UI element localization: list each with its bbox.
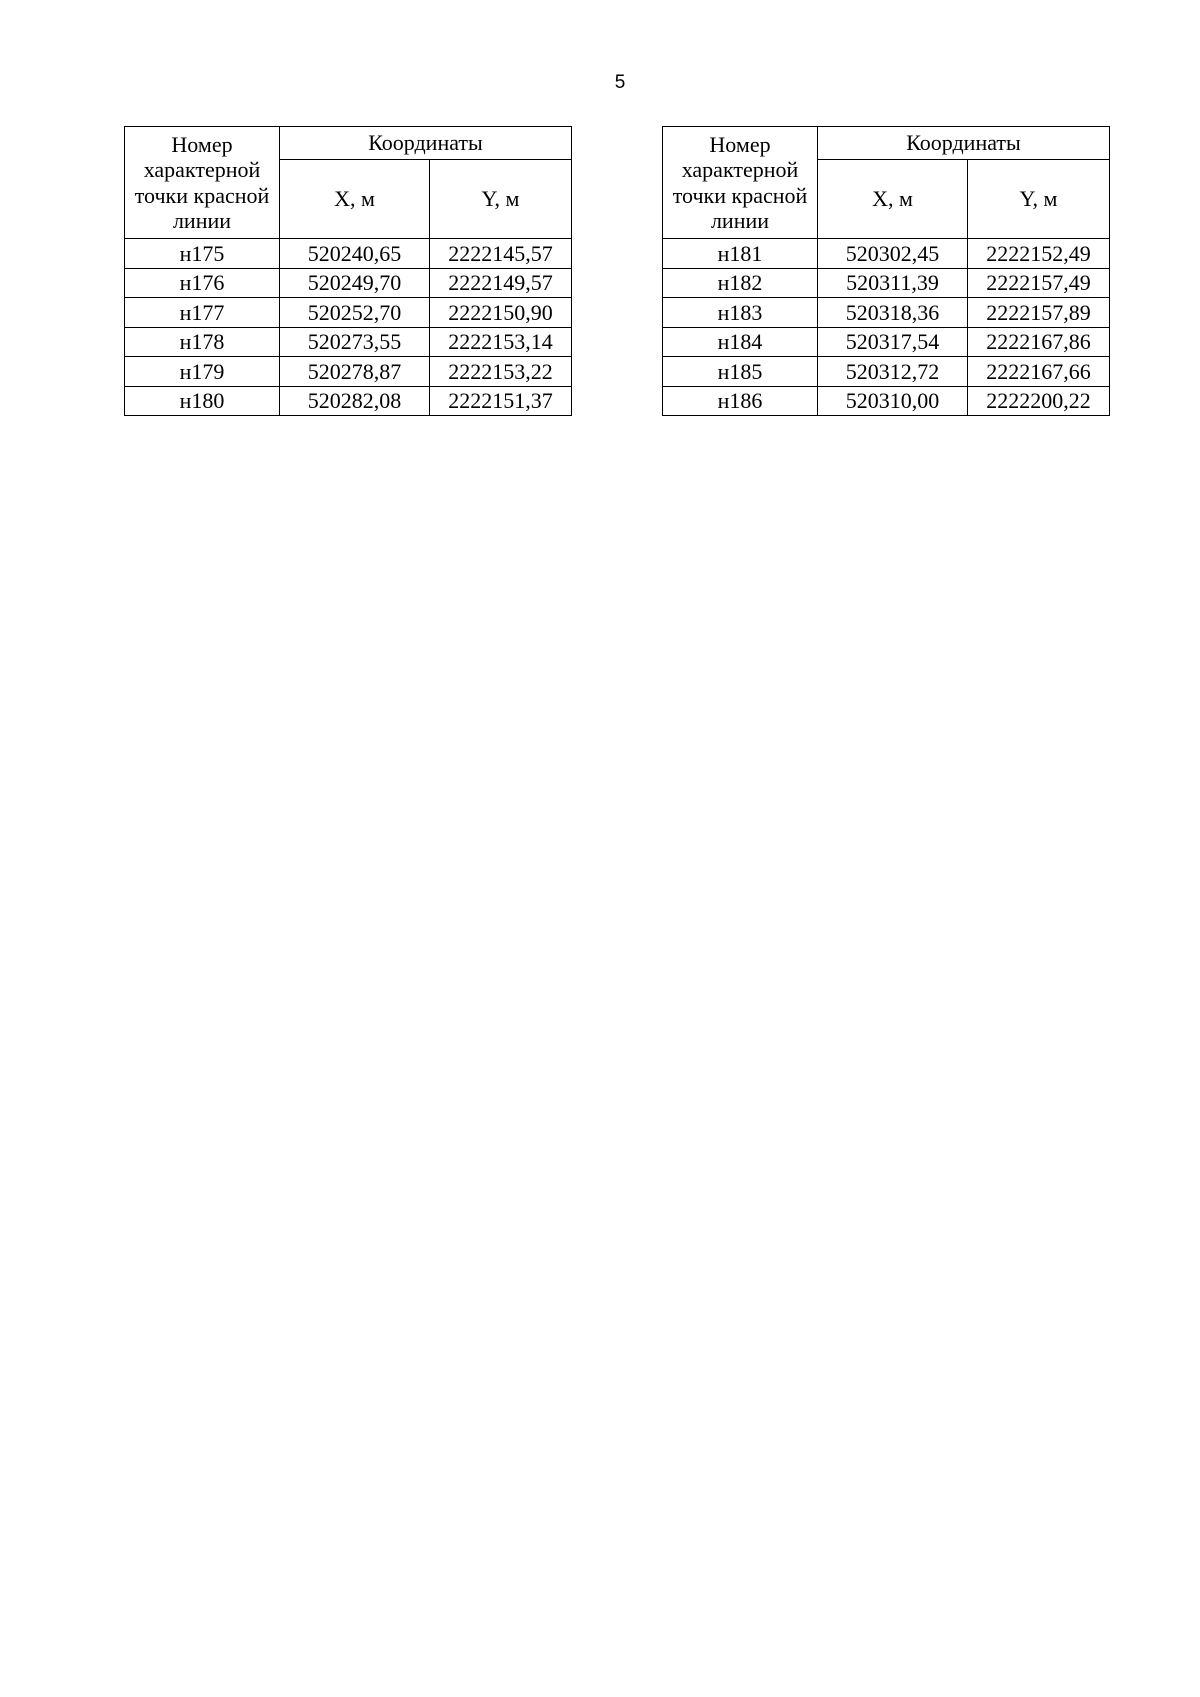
x-coordinate-cell: 520252,70 xyxy=(280,298,430,328)
point-number-cell: н183 xyxy=(663,298,818,328)
table-row xyxy=(663,357,1110,387)
y-coordinate-cell: 2222167,66 xyxy=(968,357,1110,387)
x-coordinate-cell: 520310,00 xyxy=(818,386,968,416)
x-coordinate-cell: 520317,54 xyxy=(818,327,968,357)
point-number-cell: н181 xyxy=(663,239,818,269)
x-coordinate-cell: 520249,70 xyxy=(280,268,430,298)
page-number: 5 xyxy=(614,72,626,93)
table-row xyxy=(125,268,572,298)
x-coordinate-cell: 520318,36 xyxy=(818,298,968,328)
x-coordinate-cell: 520311,39 xyxy=(818,268,968,298)
x-coordinate-cell: 520302,45 xyxy=(818,239,968,269)
coordinates-table-right xyxy=(662,126,1110,416)
table-row xyxy=(125,357,572,387)
point-number-header: Номер характерной точки красной линии xyxy=(663,127,818,239)
point-number-header: Номер характерной точки красной линии xyxy=(125,127,280,239)
y-coordinate-cell: 2222150,90 xyxy=(430,298,572,328)
y-header: Y, м xyxy=(430,160,572,239)
y-coordinate-cell: 2222152,49 xyxy=(968,239,1110,269)
point-number-cell: н185 xyxy=(663,357,818,387)
point-number-cell: н186 xyxy=(663,386,818,416)
table-row xyxy=(125,239,572,269)
table-row xyxy=(125,386,572,416)
x-coordinate-cell: 520278,87 xyxy=(280,357,430,387)
point-number-cell: н175 xyxy=(125,239,280,269)
x-coordinate-cell: 520273,55 xyxy=(280,327,430,357)
point-number-cell: н176 xyxy=(125,268,280,298)
y-coordinate-cell: 2222157,89 xyxy=(968,298,1110,328)
y-coordinate-cell: 2222145,57 xyxy=(430,239,572,269)
y-coordinate-cell: 2222153,22 xyxy=(430,357,572,387)
y-coordinate-cell: 2222167,86 xyxy=(968,327,1110,357)
coordinates-table-left xyxy=(124,126,572,416)
coordinates-header: Координаты xyxy=(280,127,572,160)
table-row xyxy=(663,268,1110,298)
x-header: X, м xyxy=(280,160,430,239)
table-row xyxy=(125,298,572,328)
table-row xyxy=(663,386,1110,416)
x-header: X, м xyxy=(818,160,968,239)
point-number-cell: н180 xyxy=(125,386,280,416)
y-header: Y, м xyxy=(968,160,1110,239)
y-coordinate-cell: 2222200,22 xyxy=(968,386,1110,416)
x-coordinate-cell: 520282,08 xyxy=(280,386,430,416)
point-number-cell: н178 xyxy=(125,327,280,357)
point-number-cell: н177 xyxy=(125,298,280,328)
table-row xyxy=(125,327,572,357)
y-coordinate-cell: 2222157,49 xyxy=(968,268,1110,298)
table-row xyxy=(663,327,1110,357)
point-number-cell: н179 xyxy=(125,357,280,387)
point-number-cell: н182 xyxy=(663,268,818,298)
coordinates-header: Координаты xyxy=(818,127,1110,160)
table-row xyxy=(663,239,1110,269)
y-coordinate-cell: 2222151,37 xyxy=(430,386,572,416)
x-coordinate-cell: 520240,65 xyxy=(280,239,430,269)
y-coordinate-cell: 2222149,57 xyxy=(430,268,572,298)
y-coordinate-cell: 2222153,14 xyxy=(430,327,572,357)
table-row xyxy=(663,298,1110,328)
x-coordinate-cell: 520312,72 xyxy=(818,357,968,387)
point-number-cell: н184 xyxy=(663,327,818,357)
